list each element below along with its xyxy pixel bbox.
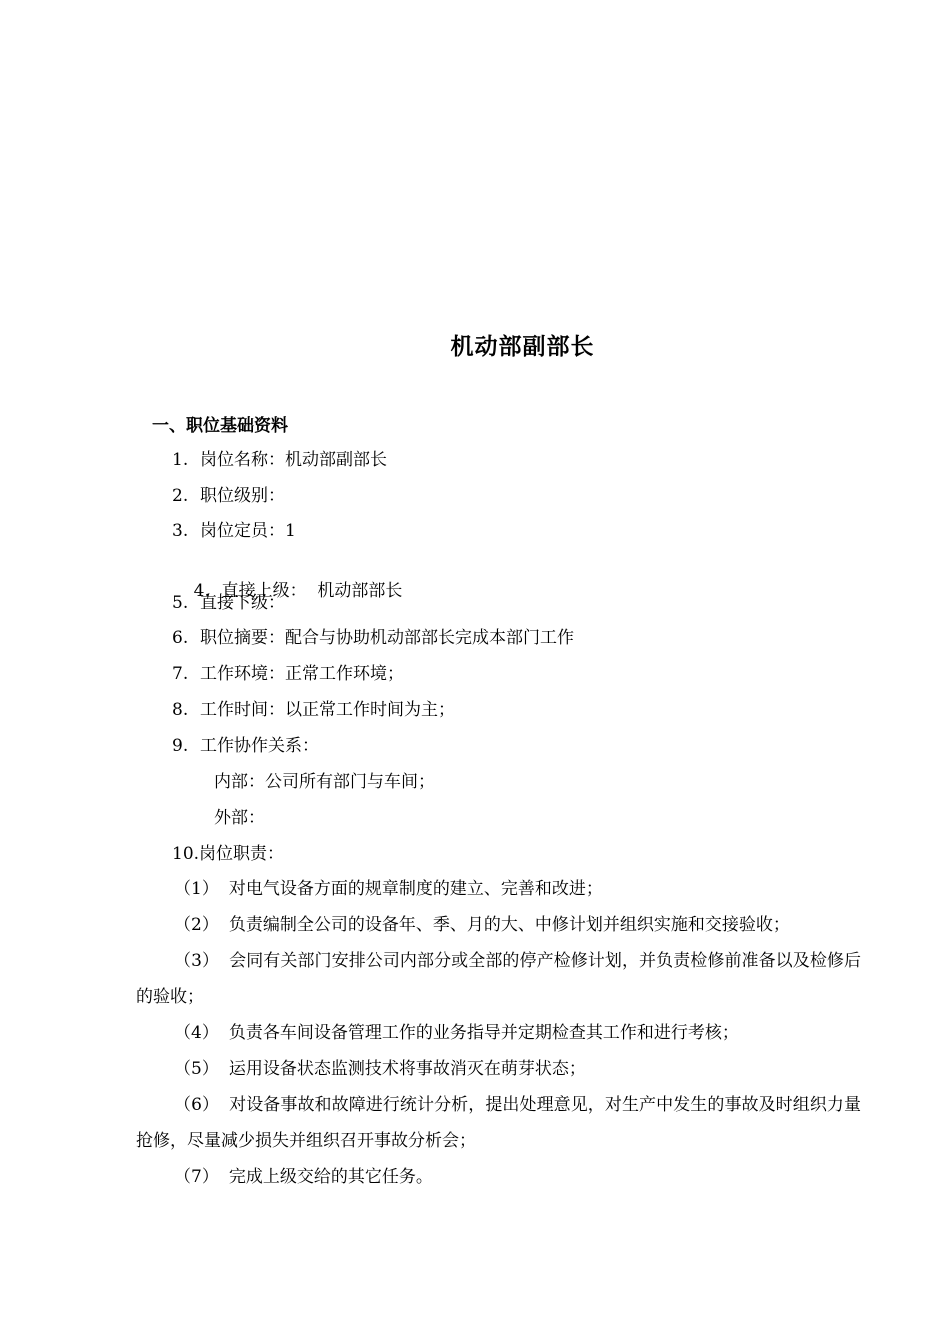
item-number: 9.: [172, 736, 189, 756]
list-item: [172, 519, 296, 543]
relation-internal: 内部：公司所有部门与车间；: [214, 772, 435, 792]
duty-item: [136, 907, 861, 943]
duties-heading: 10.岗位职责：: [172, 844, 285, 864]
item-number: 6.: [172, 628, 189, 648]
duty-item: [136, 1087, 861, 1159]
page-title: 机动部副部长: [450, 334, 595, 360]
item-number: 4.: [193, 581, 210, 601]
duty-text: 对电气设备方面的规章制度的建立、完善和改进；: [228, 879, 603, 899]
item-text: 工作时间：以正常工作时间为主；: [200, 700, 455, 720]
duty-item: [136, 1015, 861, 1051]
duty-text: 对设备事故和故障进行统计分析，提出处理意见，对生产中发生的事故及时组织力量抢修，尽量减少损失并组织召开事故分析会；: [136, 1095, 861, 1151]
list-item: [172, 734, 319, 758]
duty-number: （3）: [174, 951, 220, 971]
list-item: [172, 484, 285, 508]
duty-text: 会同有关部门安排公司内部分或全部的停产检修计划，并负责检修前准备以及检修后的验收；: [136, 951, 861, 1007]
item-number: 3.: [172, 521, 189, 541]
item-number: 5.: [172, 593, 189, 613]
item-number: 7.: [172, 664, 189, 684]
item-text: 工作环境：正常工作环境；: [200, 664, 404, 684]
duty-item: [136, 943, 861, 1015]
item-number: 2.: [172, 486, 189, 506]
item-text: 工作协作关系：: [200, 736, 319, 756]
duty-text: 负责编制全公司的设备年、季、月的大、中修计划并组织实施和交接验收；: [228, 915, 790, 935]
item-text: 职位级别：: [200, 486, 285, 506]
relation-external: 外部：: [214, 808, 265, 828]
duty-text: 完成上级交给的其它任务。: [228, 1167, 433, 1187]
list-item: [172, 591, 285, 615]
item-number: 1.: [172, 450, 189, 470]
duty-item: [136, 1051, 861, 1087]
duty-number: （4）: [174, 1023, 219, 1043]
section-heading: 一、职位基础资料: [152, 416, 288, 436]
duty-number: （5）: [174, 1059, 219, 1079]
duty-text: 负责各车间设备管理工作的业务指导并定期检查其工作和进行考核；: [228, 1023, 739, 1043]
list-item: [172, 626, 574, 650]
list-item: [172, 448, 387, 472]
item-text: 直接下级：: [200, 593, 285, 613]
item-text: 直接上级： 机动部部长: [221, 581, 403, 601]
duty-number: （1）: [174, 879, 219, 899]
duty-number: （7）: [174, 1167, 219, 1187]
list-item: [172, 662, 404, 686]
item-text: 岗位名称：机动部副部长: [200, 450, 387, 470]
item-text: 岗位定员：1: [200, 521, 296, 541]
duty-text: 运用设备状态监测技术将事故消灭在萌芽状态；: [228, 1059, 586, 1079]
duty-number: （2）: [174, 915, 219, 935]
item-number: 8.: [172, 700, 189, 720]
duty-item: [136, 1159, 861, 1195]
duty-item: [136, 871, 861, 907]
duty-number: （6）: [174, 1095, 220, 1115]
list-item: [172, 698, 455, 722]
item-text: 职位摘要：配合与协助机动部部长完成本部门工作: [200, 628, 574, 648]
